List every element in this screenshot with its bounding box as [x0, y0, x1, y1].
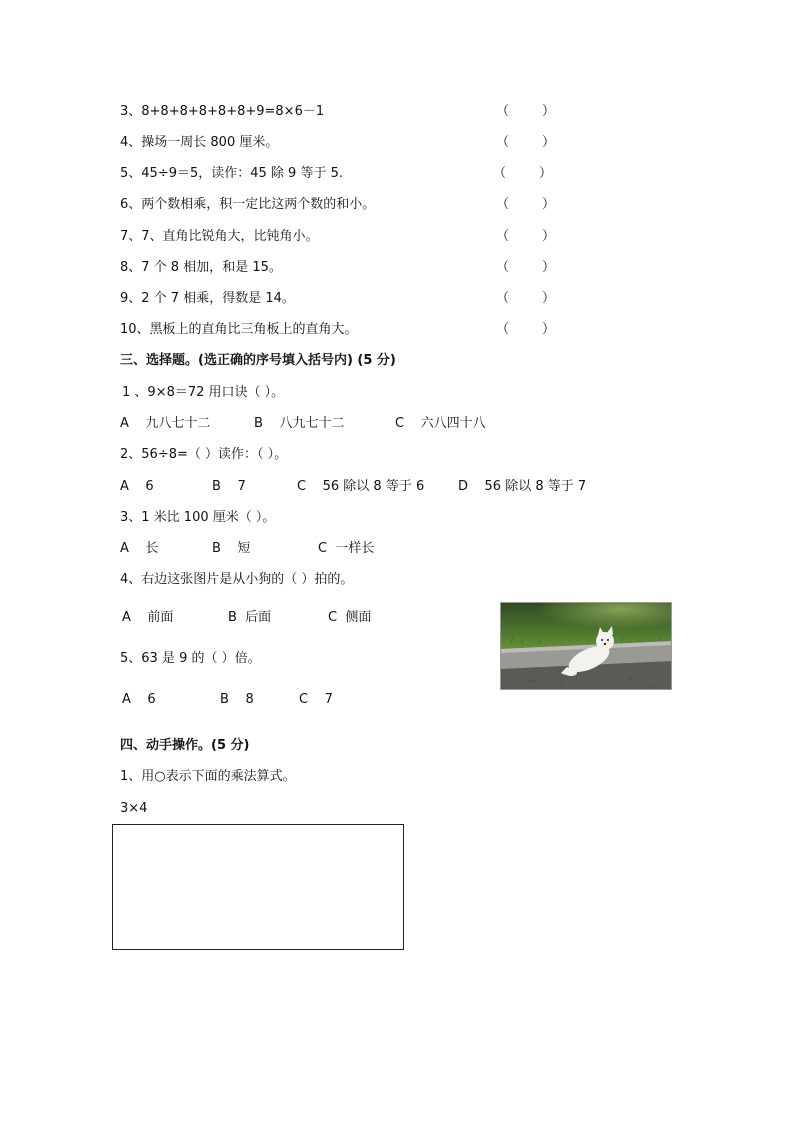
mc-q5-text: 5、63 是 9 的（ ）倍。: [120, 651, 261, 666]
mc-q5-option-a[interactable]: A 6: [122, 692, 156, 707]
tf-item-3-text: 3、8+8+8+8+8+8+9=8×6－1: [120, 104, 325, 119]
mc-q2-option-d[interactable]: D 56 除以 8 等于 7: [458, 479, 587, 494]
drawing-answer-box[interactable]: [112, 824, 404, 950]
mc-q4-option-a[interactable]: A 前面: [122, 610, 174, 625]
mc-q2-option-c[interactable]: C 56 除以 8 等于 6: [297, 479, 425, 494]
tf-item-8-text: 8、7 个 8 相加，和是 15。: [120, 260, 282, 275]
tf-item-9-text: 9、2 个 7 相乘，得数是 14。: [120, 291, 295, 306]
tf-item-4-answer-paren[interactable]: （ ）: [496, 135, 556, 150]
tf-item-10-answer-paren[interactable]: （ ）: [496, 322, 556, 337]
tf-item-6-answer-paren[interactable]: （ ）: [496, 197, 556, 212]
tf-item-6-text: 6、两个数相乘，积一定比这两个数的和小。: [120, 197, 376, 212]
mc-q3-option-a[interactable]: A 长: [120, 541, 159, 556]
multiplication-expression: 3×4: [120, 801, 148, 816]
mc-q3-option-c[interactable]: C 一样长: [318, 541, 375, 556]
tf-item-10-text: 10、黑板上的直角比三角板上的直角大。: [120, 322, 358, 337]
section3-heading: 三、选择题。(选正确的序号填入括号内) (5 分): [120, 353, 396, 368]
tf-item-3-answer-paren[interactable]: （ ）: [496, 104, 556, 119]
mc-q1-option-c[interactable]: C 六八四十八: [395, 416, 486, 431]
mc-q4-text: 4、右边这张图片是从小狗的（ ）拍的。: [120, 572, 354, 587]
mc-q2-text: 2、56÷8=（ ）读作：（ ）。: [120, 447, 288, 462]
hands-on-q1-text: 1、用○表示下面的乘法算式。: [120, 769, 296, 784]
tf-item-4-text: 4、操场一周长 800 厘米。: [120, 135, 279, 150]
mc-q1-option-b[interactable]: B 八九七十二: [254, 416, 345, 431]
mc-q3-option-b[interactable]: B 短: [212, 541, 251, 556]
mc-q5-option-c[interactable]: C 7: [299, 692, 333, 707]
mc-q4-option-c[interactable]: C 侧面: [328, 610, 372, 625]
mc-q3-text: 3、1 米比 100 厘米（ ）。: [120, 510, 276, 525]
section4-heading: 四、动手操作。(5 分): [120, 738, 250, 753]
tf-item-7-text: 7、7、直角比锐角大，比钝角小。: [120, 229, 319, 244]
tf-item-5-text: 5、45÷9＝5，读作：45 除 9 等于 5.: [120, 166, 343, 181]
mc-q1-text: 1 、9×8＝72 用口诀（ ）。: [122, 385, 285, 400]
mc-q2-option-a[interactable]: A 6: [120, 479, 154, 494]
dog-photo: [500, 602, 672, 690]
tf-item-5-answer-paren[interactable]: （ ）: [493, 166, 553, 181]
mc-q2-option-b[interactable]: B 7: [212, 479, 246, 494]
tf-item-9-answer-paren[interactable]: （ ）: [496, 291, 556, 306]
mc-q4-option-b[interactable]: B 后面: [228, 610, 272, 625]
mc-q5-option-b[interactable]: B 8: [220, 692, 254, 707]
tf-item-7-answer-paren[interactable]: （ ）: [496, 229, 556, 244]
dog-photo-image: [501, 603, 672, 690]
tf-item-8-answer-paren[interactable]: （ ）: [496, 260, 556, 275]
mc-q1-option-a[interactable]: A 九八七十二: [120, 416, 211, 431]
